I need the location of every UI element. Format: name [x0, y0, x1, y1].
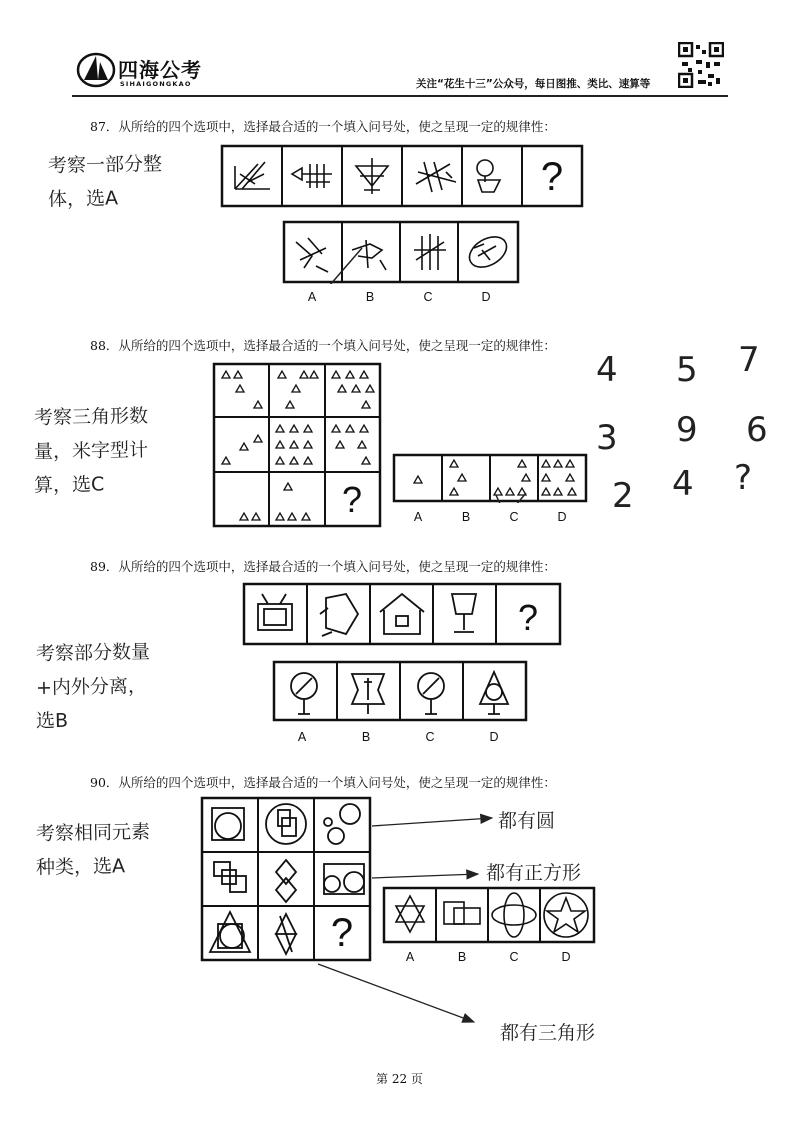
q89-option-c-label[interactable]: C [425, 730, 435, 744]
header-divider [72, 95, 728, 97]
q89-glass-figure [452, 594, 476, 632]
q89-sequence [242, 582, 562, 646]
q89-house-figure [380, 594, 424, 634]
q87-note-line2: 体，选A [47, 187, 119, 211]
q90-arrow3-label: 都有三角形 [500, 1022, 596, 1044]
q89-figures [258, 594, 476, 636]
q88-num-r1c1: 4 [596, 350, 618, 390]
q90-arrow1-label: 都有圆 [498, 810, 556, 832]
q89-option-c-figure [418, 673, 444, 714]
q89-question: 89．从所给的四个选项中，选择最合适的一个填入问号处，使之呈现一定的规律性： [90, 559, 556, 574]
q90-placeholder: ? [330, 911, 354, 955]
q87-figure-3 [356, 158, 388, 194]
q89-option-d-label[interactable]: D [489, 730, 499, 744]
q90-note-line2: 种类，选A [35, 855, 126, 879]
q88-num-r3c2: 4 [672, 464, 694, 504]
q90-option-c-ellipses [492, 893, 536, 937]
q87-question: 87．从所给的四个选项中，选择最合适的一个填入问号处，使之呈现一定的规律性： [90, 119, 556, 134]
q87-figure-1 [235, 162, 270, 189]
q88-num-r3c1: 2 [612, 476, 634, 516]
q88-note-line3: 算，选C [33, 473, 105, 497]
q87-options [282, 220, 520, 284]
header-notice: 关注“花生十三”公众号，每日图推、类比、速算等 [416, 78, 651, 90]
q89-tv-figure [258, 594, 292, 630]
q90-cell-6 [324, 864, 364, 894]
q90-option-d-star-circle [544, 893, 588, 937]
q88-num-r2c2: 9 [676, 410, 698, 450]
q89-placeholder: ? [517, 597, 539, 638]
q87-sequence [220, 144, 584, 208]
q90-option-a-star [396, 896, 424, 932]
q90-cell-1 [212, 808, 244, 840]
q89-options [272, 660, 528, 722]
q88-option-triangles [414, 460, 576, 495]
q88-placeholder: ? [341, 479, 363, 520]
q88-num-r3c3: ? [734, 458, 753, 498]
q87-figure-2 [292, 164, 332, 188]
q89-note-line2: +内外分离， [35, 675, 148, 699]
q90-arrow-row2 [372, 874, 478, 878]
q87-option-d-label[interactable]: D [481, 290, 491, 304]
q88-note-line1: 考察三角形数 [33, 405, 149, 429]
q88-num-r2c1: 3 [596, 418, 618, 458]
q90-cell-5 [276, 860, 296, 902]
page-number: 第 22 页 [376, 1072, 423, 1086]
q90-arrow2-label: 都有正方形 [486, 862, 582, 884]
q88-option-b-label[interactable]: B [461, 510, 471, 524]
q89-option-b-figure [352, 674, 384, 714]
q87-option-b-figure [352, 240, 386, 270]
q87-option-c-label[interactable]: C [423, 290, 433, 304]
q88-num-r1c2: 5 [676, 350, 698, 390]
q87-option-a-label[interactable]: A [307, 290, 317, 304]
q88-num-r2c3: 6 [746, 410, 768, 450]
q90-option-figures [396, 893, 588, 937]
q89-note-line1: 考察部分数量 [35, 641, 151, 665]
logo-subtext: SIHAIGONGKAO [120, 80, 192, 88]
q87-option-b-label[interactable]: B [365, 290, 375, 304]
q89-note-line3: 选B [35, 709, 69, 733]
q90-cell-8 [276, 914, 296, 954]
q90-grid [200, 796, 372, 962]
q87-figure-5 [477, 160, 500, 192]
q90-options [382, 886, 596, 944]
q90-cell-4 [214, 862, 246, 892]
q89-kettle-figure [320, 594, 358, 636]
logo-icon [76, 50, 116, 88]
q90-option-c-label[interactable]: C [509, 950, 519, 964]
q90-cell-2 [266, 804, 306, 844]
q90-option-d-label[interactable]: D [561, 950, 571, 964]
q87-option-d-figure [464, 231, 512, 274]
q90-note-line1: 考察相同元素 [35, 821, 151, 845]
q88-options [392, 453, 588, 503]
q88-grid [212, 362, 382, 528]
q89-option-a-figure [291, 673, 317, 714]
q87-option-c-figure [414, 234, 446, 270]
q88-option-c-label[interactable]: C [509, 510, 519, 524]
q87-note-line1: 考察一部分整 [47, 153, 163, 177]
q90-option-b-label[interactable]: B [457, 950, 467, 964]
q88-num-r1c3: 7 [738, 340, 760, 380]
q89-option-b-label[interactable]: B [361, 730, 371, 744]
qr-code-icon [678, 42, 724, 88]
q90-cell-3 [324, 804, 360, 844]
q89-option-d-figure [480, 672, 508, 714]
q88-option-a-label[interactable]: A [413, 510, 423, 524]
q90-option-b-squares [444, 902, 480, 924]
q88-note-line2: 量，米字型计 [33, 439, 149, 463]
q90-cell-7 [210, 912, 250, 952]
q87-placeholder: ? [540, 155, 564, 199]
q87-figure-4 [416, 162, 456, 192]
q90-question: 90．从所给的四个选项中，选择最合适的一个填入问号处，使之呈现一定的规律性： [90, 775, 556, 790]
q89-option-a-label[interactable]: A [297, 730, 307, 744]
q88-option-d-label[interactable]: D [557, 510, 567, 524]
q90-arrow-row1 [372, 818, 492, 826]
q87-option-a-figure [296, 238, 328, 272]
logo-text: 四海公考 [118, 58, 202, 82]
q88-question: 88．从所给的四个选项中，选择最合适的一个填入问号处，使之呈现一定的规律性： [90, 338, 556, 353]
q90-arrow-row3 [318, 964, 474, 1022]
q90-option-a-label[interactable]: A [405, 950, 415, 964]
